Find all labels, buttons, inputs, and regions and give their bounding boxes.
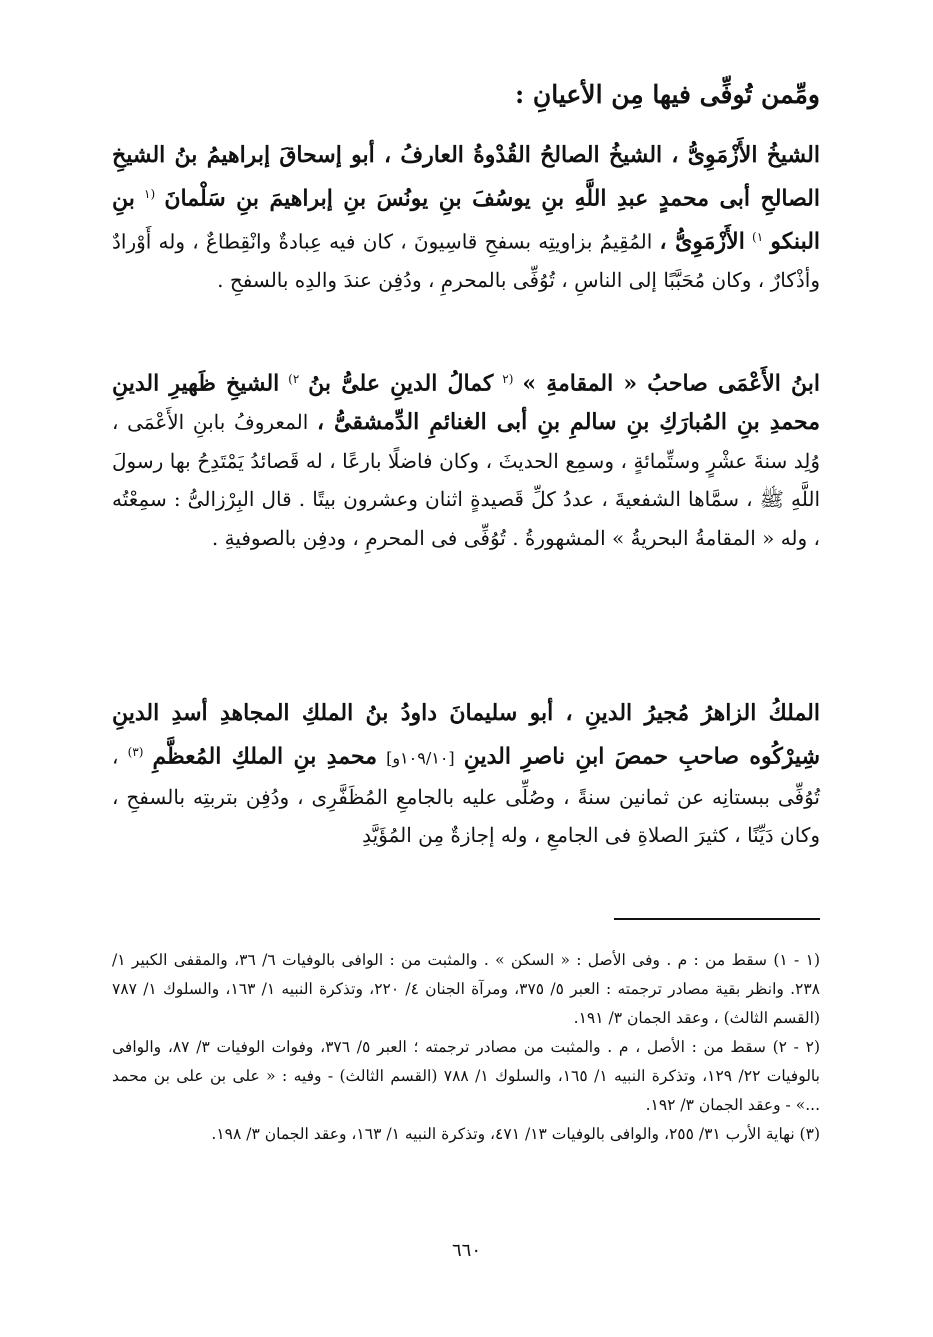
footnote-marker: (٣) [127,744,144,759]
entry-name-bold: الشيخُ الأَزْمَوِىُّ ، الشيخُ الصالحُ القُدْوةُ العارفُ ، أبو إسحاقَ إبراهيمُ بنُ الشيخِ الصالحِ أبى محمدٍ عبدِ اللَّهِ بنِ يوسُفَ بنِ يونُسَ بنِ إبراهيمَ بنِ سَلْمانَ [112,142,820,212]
footnote-marker: (١ [144,186,156,201]
footnote-divider [614,918,820,920]
footnote-1: (١ - ١) سقط من : م . وفى الأصل : « السكن » . والمثبت من : الوافى بالوفيات ٦/ ٣٦، والمقفى الكبير ١/ ٢٣٨. وانظر بقية مصادر ترجمته : العبر ٥/ ٣٧٥، ومرآة الجنان ٤/ ٢٢٠، وتذكرة النبيه ١/ ١٦٣، والسلوك ١/ ٧٨٧ (القسم الثالث) ، وعقد الجمان ٣/ ١٩١. [112,951,821,1027]
entry-body: ، تُوُفِّى ببستانِه عن ثمانين سنةً ، وصُلِّى عليه بالجامعِ المُظَفَّرِى ، ودُفِن بتربتِه بالسفحِ ، وكان دَيِّنًا ، كثيرَ الصلاةِ فى الجامعِ ، وله إجازةٌ مِن المُؤَيَّدِ [112,744,820,848]
entry-name-bold: محمدِ بنِ الملكِ المُعظَّمِ [152,743,377,770]
footnotes [112,946,820,1149]
footnote-2: (٢ - ٢) سقط من : الأصل ، م . والمثبت من مصادر ترجمته ؛ العبر ٥/ ٣٧٦، وفوات الوفيات ٣/ ٨٧، والوافى بالوفيات ٢٢/ ١٢٩، وتذكرة النبيه ١/ ١٦٥، والسلوك ١/ ٧٨٨ (القسم الثالث) - وفيه : « على بن على بن محمد ...» - وعقد الجمان ٣/ ١٩٢. [112,1038,820,1114]
entry-name-bold: ابنُ الأَعْمَى صاحبُ « المقامةِ » [522,370,821,397]
footnote-marker: (٢ [502,372,514,386]
entry-name-bold: الملكُ الزاهرُ مُجيرُ الدينِ ، أبو سليمانَ داودُ بنُ الملكِ المجاهدِ أسدِ الدينِ شِيرْكُوه صاحبِ حمصَ ابنِ ناصرِ الدينِ [112,700,821,770]
footnote-marker: ١) [752,229,764,244]
manuscript-reference: [١٠٩/١٠و] [386,748,455,768]
footnote-marker: ٢) [288,372,300,386]
section-heading: ومِّمن تُوفِّى فيها مِن الأعيانِ : [514,80,820,109]
page-number: ٦٦٠ [451,1240,481,1261]
entry-name-bold: بنِ البنكو [112,185,821,255]
entry-ibn-al-ama [112,360,820,557]
entry-name-bold: الأَزْمَوِىُّ ، [659,228,745,255]
entry-al-azmawi [112,136,820,299]
entry-name-bold: الشيخِ ظَهيرِ الدينِ محمدِ بنِ المُبارَكِ بنِ سالمِ بنِ أبى الغنائمِ الدِّمشقىُّ ، [112,370,820,436]
entry-name-bold: كمالُ الدينِ علىُّ بنُ [308,370,494,397]
entry-al-malik-al-zahir [112,694,820,855]
footnote-3: (٣) نهاية الأرب ٣١/ ٢٥٥، والوافى بالوفيات ١٣/ ٤٧١، وتذكرة النبيه ١/ ١٦٣، وعقد الجمان ٣/ ١٩٨. [211,1125,820,1143]
entry-body: المُقِيمُ بزاويتِه بسفحِ قاسِيونَ ، كان فيه عِبادةٌ وانْقِطاعٌ ، وله أَوْرادٌ وأذْكارٌ ، وكان مُحَبَّبًا إلى الناسِ ، تُوُفِّى بالمحرمِ ، ودُفِن عندَ والدِه بالسفحِ . [112,229,820,292]
entry-body: المعروفُ بابنِ الأَعْمَى ، وُلِد سنةَ عشْرٍ وستِّمائةٍ ، وسمِع الحديثَ ، وكان فاضلًا بارعًا ، له قَصائدُ يَمْتَدِحُ بها رسولَ اللَّهِ ﷺ ، سمَّاها الشفعيةَ ، عددُ كلِّ قَصيدةٍ اثنان وعشرون بيتًا . قال البِرْزالىُّ : سمِعْتُه ، وله « المقامةُ البحريةُ » المشهورةُ . تُوُفِّى فى المحرمِ ، ودفِن بالصوفيةِ . [112,410,820,550]
